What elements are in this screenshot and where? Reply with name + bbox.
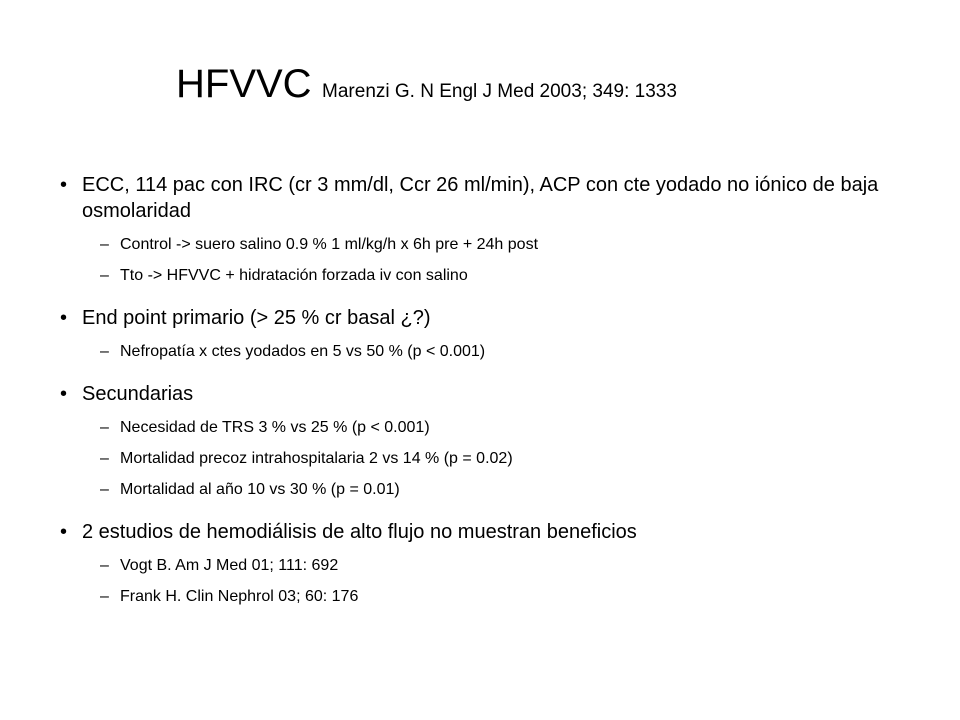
sub-list xyxy=(60,417,920,500)
sub-text: Vogt B. Am J Med 01; 111: 692 xyxy=(120,557,339,574)
sub-item xyxy=(60,555,920,576)
dash-marker: – xyxy=(100,267,109,284)
sub-item xyxy=(60,341,920,362)
slide-content xyxy=(60,172,920,617)
slide-title xyxy=(176,64,677,104)
sub-text: Nefropatía x ctes yodados en 5 vs 50 % (p < 0.001) xyxy=(120,343,486,360)
sub-item xyxy=(60,265,920,286)
sub-list xyxy=(60,234,920,286)
bullet-marker: • xyxy=(60,174,68,196)
sub-item xyxy=(60,479,920,500)
sub-item xyxy=(60,234,920,255)
bullet-marker: • xyxy=(60,383,68,405)
sub-list xyxy=(60,555,920,607)
sub-item xyxy=(60,448,920,469)
sub-text: Mortalidad precoz intrahospitalaria 2 vs 14 % (p = 0.02) xyxy=(120,450,513,467)
bullet-marker: • xyxy=(60,307,68,329)
bullet-item xyxy=(60,381,920,407)
title-main: HFVVC xyxy=(176,62,312,106)
dash-marker: – xyxy=(100,588,109,605)
bullet-text: 2 estudios de hemodiálisis de alto flujo no muestran beneficios xyxy=(82,521,637,543)
sub-list xyxy=(60,341,920,362)
sub-text: Necesidad de TRS 3 % vs 25 % (p < 0.001) xyxy=(120,419,430,436)
sub-text: Tto -> HFVVC + hidratación forzada iv con salino xyxy=(120,267,468,284)
dash-marker: – xyxy=(100,450,109,467)
dash-marker: – xyxy=(100,419,109,436)
sub-text: Control -> suero salino 0.9 % 1 ml/kg/h x 6h pre + 24h post xyxy=(120,236,539,253)
bullet-text: Secundarias xyxy=(82,383,194,405)
title-reference: Marenzi G. N Engl J Med 2003; 349: 1333 xyxy=(322,81,677,102)
sub-text: Frank H. Clin Nephrol 03; 60: 176 xyxy=(120,588,359,605)
dash-marker: – xyxy=(100,236,109,253)
bullet-item xyxy=(60,519,920,545)
dash-marker: – xyxy=(100,343,109,360)
sub-item xyxy=(60,586,920,607)
bullet-text: ECC, 114 pac con IRC (cr 3 mm/dl, Ccr 26 ml/min), ACP con cte yodado no iónico de baja osmolaridad xyxy=(82,174,879,222)
sub-item xyxy=(60,417,920,438)
bullet-text: End point primario (> 25 % cr basal ¿?) xyxy=(82,307,431,329)
bullet-marker: • xyxy=(60,521,68,543)
dash-marker: – xyxy=(100,481,109,498)
bullet-item xyxy=(60,305,920,331)
bullet-item xyxy=(60,172,920,224)
dash-marker: – xyxy=(100,557,109,574)
sub-text: Mortalidad al año 10 vs 30 % (p = 0.01) xyxy=(120,481,400,498)
